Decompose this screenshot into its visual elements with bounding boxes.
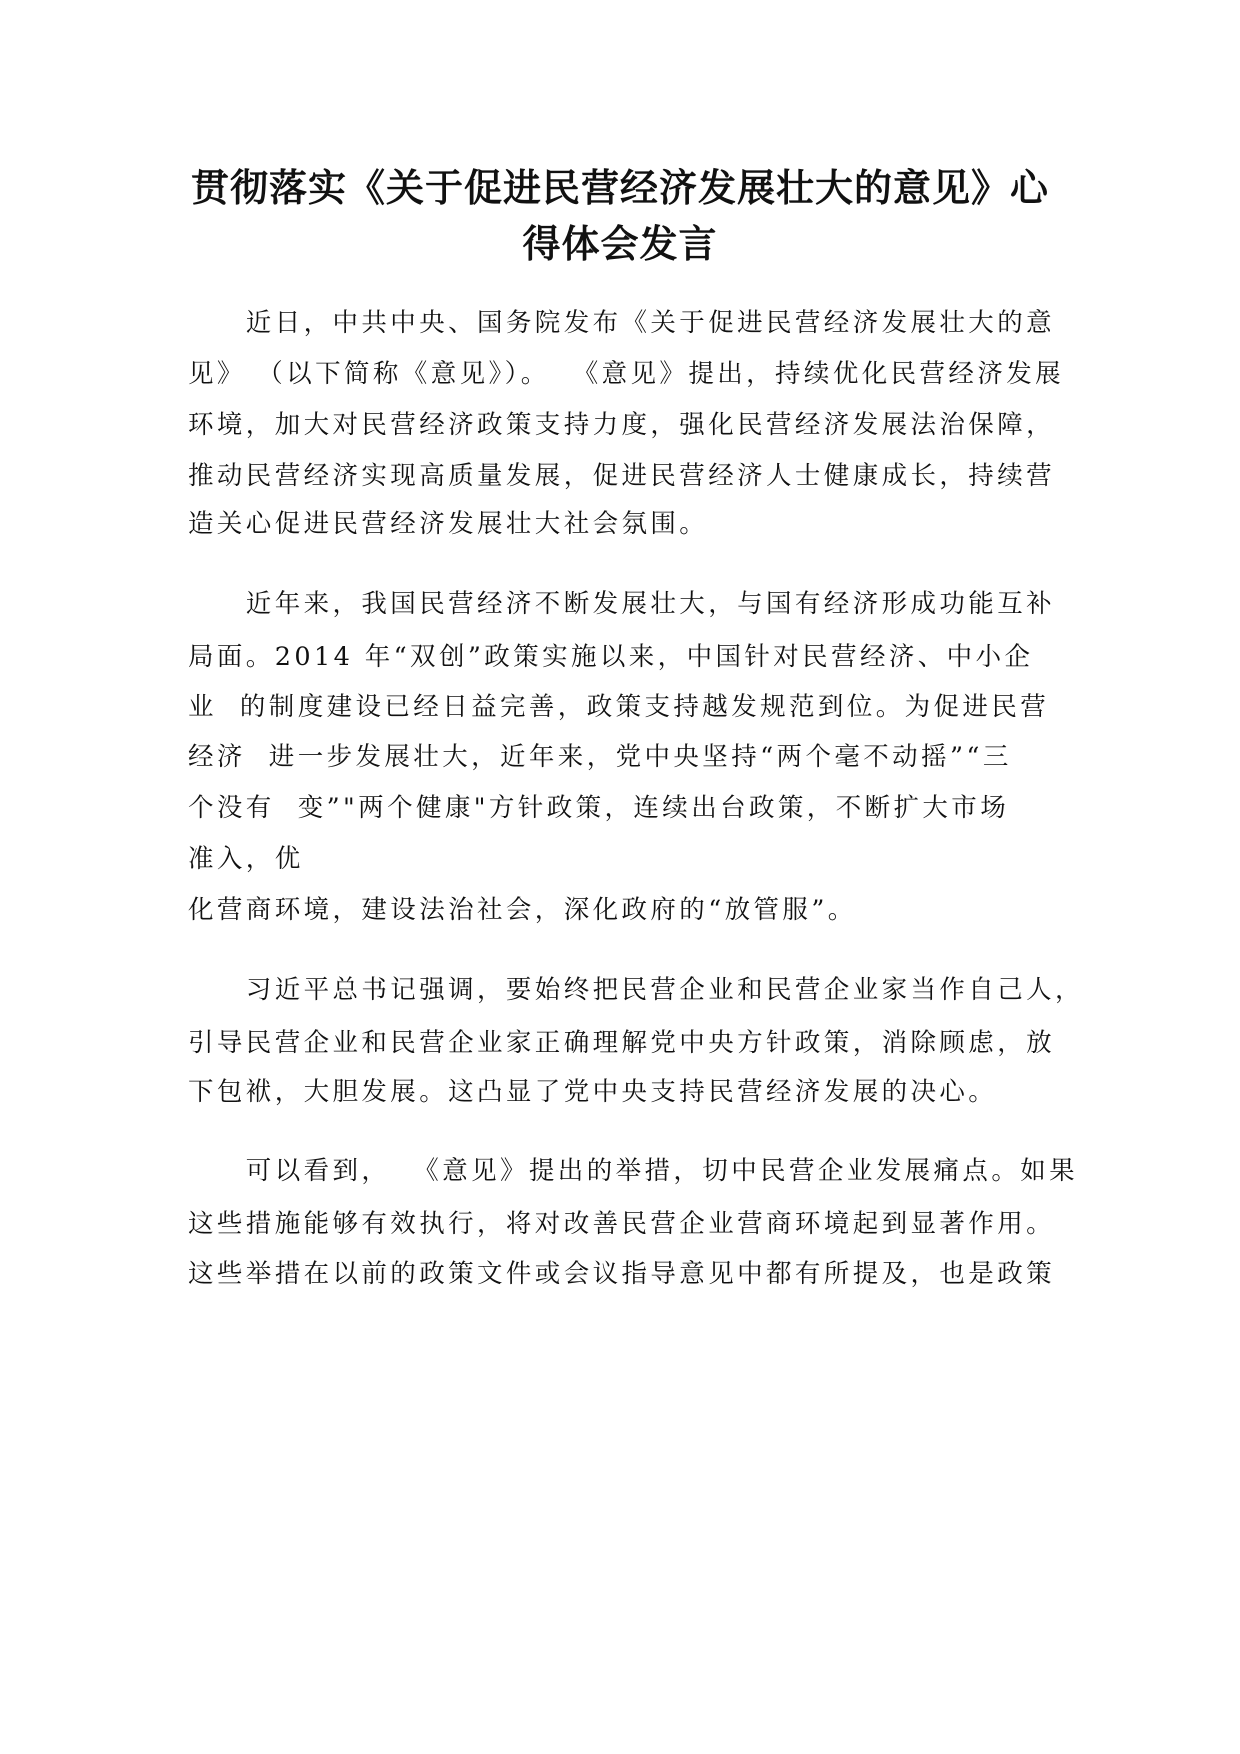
paragraph-line: 个没有 变”"两个健康"方针政策，连续出台政策，不断扩大市场	[188, 793, 1010, 823]
paragraph-line: 近日，中共中央、国务院发布《关于促进民营经济发展壮大的意	[188, 308, 1056, 338]
paragraph-line: 经济 进一步发展壮大，近年来，党中央坚持“两个毫不动摇”“三	[188, 742, 1012, 772]
paragraph-line: 见》 （以下简称《意见》）。 《意见》提出，持续优化民营经济发展	[188, 359, 1065, 389]
document-title-line-1: 贯彻落实《关于促进民营经济发展壮大的意见》心	[190, 166, 1049, 210]
paragraph-line: 化营商环境，建设法治社会，深化政府的“放管服”。	[188, 895, 857, 925]
paragraph-line: 业 的制度建设已经日益完善，政策支持越发规范到位。为促进民营	[188, 692, 1050, 722]
paragraph-line: 造关心促进民营经济发展壮大社会氛围。	[188, 509, 709, 539]
paragraph-line: 推动民营经济实现高质量发展，促进民营经济人士健康成长，持续营	[188, 461, 1056, 491]
document-title-line-2: 得体会发言	[522, 222, 718, 266]
paragraph-line: 环境，加大对民营经济政策支持力度，强化民营经济发展法治保障，	[188, 410, 1056, 440]
paragraph-line: 下包袱，大胆发展。这凸显了党中央支持民营经济发展的决心。	[188, 1077, 998, 1107]
paragraph-line: 近年来，我国民营经济不断发展壮大，与国有经济形成功能互补	[188, 589, 1056, 619]
paragraph-line: 习近平总书记强调，要始终把民营企业和民营企业家当作自己人，	[188, 975, 1084, 1005]
paragraph-line: 这些措施能够有效执行，将对改善民营企业营商环境起到显著作用。	[188, 1209, 1056, 1239]
paragraph-line: 局面。2014 年“双创”政策实施以来，中国针对民营经济、中小企	[188, 642, 1034, 672]
paragraph-line: 准入，优	[188, 844, 304, 874]
paragraph-line: 这些举措在以前的政策文件或会议指导意见中都有所提及，也是政策	[188, 1259, 1056, 1289]
paragraph-line: 可以看到， 《意见》提出的举措，切中民营企业发展痛点。如果	[188, 1156, 1079, 1186]
paragraph-line: 引导民营企业和民营企业家正确理解党中央方针政策，消除顾虑，放	[188, 1028, 1056, 1058]
